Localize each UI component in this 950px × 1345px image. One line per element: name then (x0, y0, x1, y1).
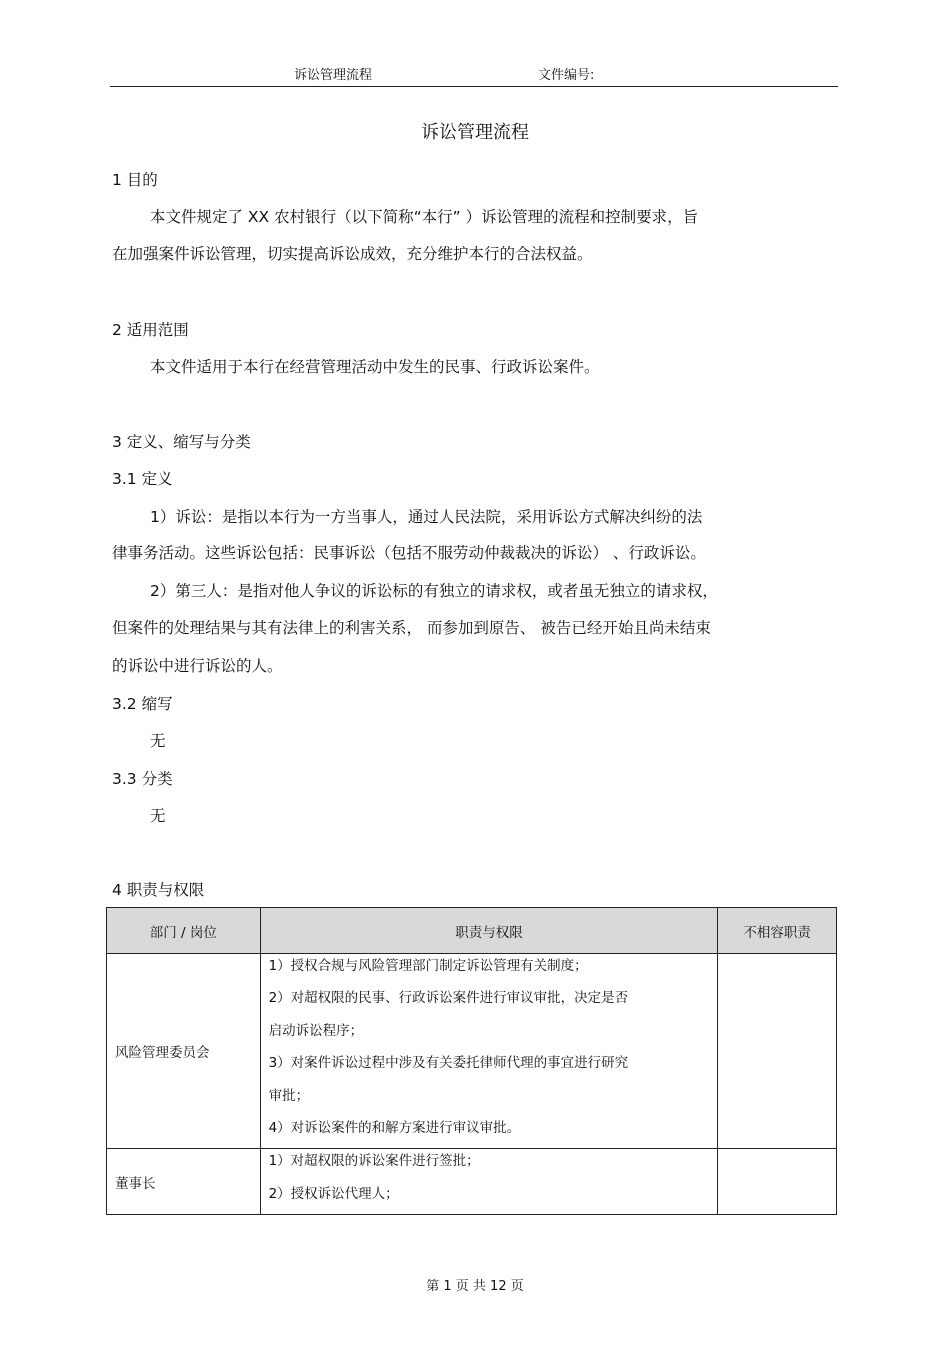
section-1-heading: 1 目的 (112, 171, 158, 189)
definition-2-line-1: 2）第三人：是指对他人争议的诉讼标的有独立的请求权，或者虽无独立的请求权， (150, 582, 718, 600)
duties-cell (260, 954, 718, 1149)
definition-1-line-1: 1）诉讼：是指以本行为一方当事人，通过人民法院，采用诉讼方式解决纠纷的法 (150, 508, 703, 526)
table-row (107, 1149, 837, 1215)
incompatible-cell (718, 954, 837, 1149)
section-3-2-heading: 3.2 缩写 (112, 695, 173, 713)
header-doc-name: 诉讼管理流程 (294, 68, 373, 83)
duty-line: 1）授权合规与风险管理部门制定诉讼管理有关制度； (268, 958, 588, 974)
responsibility-table (106, 907, 837, 1215)
definition-2-line-3: 的诉讼中进行诉讼的人。 (112, 657, 283, 675)
header-doc-number: 文件编号: (538, 68, 595, 83)
duties-cell (260, 1149, 718, 1215)
incompatible-cell (718, 1149, 837, 1215)
duty-line: 审批； (268, 1087, 310, 1104)
duty-line: 1）对超权限的诉讼案件进行签批； (268, 1153, 480, 1170)
section-3-2-body: 无 (150, 732, 166, 750)
header-dept: 部门 / 岗位 (107, 908, 261, 954)
section-2-heading: 2 适用范围 (112, 321, 189, 339)
page-title: 诉讼管理流程 (421, 122, 529, 143)
header-divider (110, 86, 838, 87)
dept-cell: 风险管理委员会 (107, 954, 261, 1149)
header-incompatible: 不相容职责 (718, 908, 837, 954)
definition-2-line-2: 但案件的处理结果与其有法律上的利害关系， 而参加到原告、 被告已经开始且尚未结束 (112, 619, 711, 637)
section-1-paragraph-line-2: 在加强案件诉讼管理，切实提高诉讼成效，充分维护本行的合法权益。 (112, 245, 593, 263)
section-1-paragraph-line-1: 本文件规定了 XX 农村银行（以下简称“本行” ）诉讼管理的流程和控制要求，旨 (150, 208, 699, 226)
table-header-row (107, 908, 837, 954)
header-duties: 职责与权限 (260, 908, 718, 954)
duty-line: 2）授权诉讼代理人； (268, 1185, 399, 1202)
table-row (107, 954, 837, 1149)
section-3-1-heading: 3.1 定义 (112, 470, 173, 488)
dept-cell: 董事长 (107, 1149, 261, 1215)
section-2-paragraph: 本文件适用于本行在经营管理活动中发生的民事、行政诉讼案件。 (150, 358, 600, 376)
section-4-heading: 4 职责与权限 (112, 881, 205, 899)
page-number: 第 1 页 共 12 页 (426, 1279, 524, 1294)
section-3-heading: 3 定义、缩写与分类 (112, 433, 251, 451)
duty-line: 2）对超权限的民事、行政诉讼案件进行审议审批，决定是否 (268, 990, 629, 1007)
duty-line: 启动诉讼程序； (268, 1022, 364, 1039)
section-3-3-body: 无 (150, 807, 166, 825)
definition-1-line-2: 律事务活动。这些诉讼包括：民事诉讼（包括不服劳动仲裁裁决的诉讼） 、行政诉讼。 (112, 544, 706, 562)
section-3-3-heading: 3.3 分类 (112, 770, 173, 788)
duty-line: 4）对诉讼案件的和解方案进行审议审批。 (268, 1119, 521, 1136)
duty-line: 3）对案件诉讼过程中涉及有关委托律师代理的事宜进行研究 (268, 1055, 629, 1072)
